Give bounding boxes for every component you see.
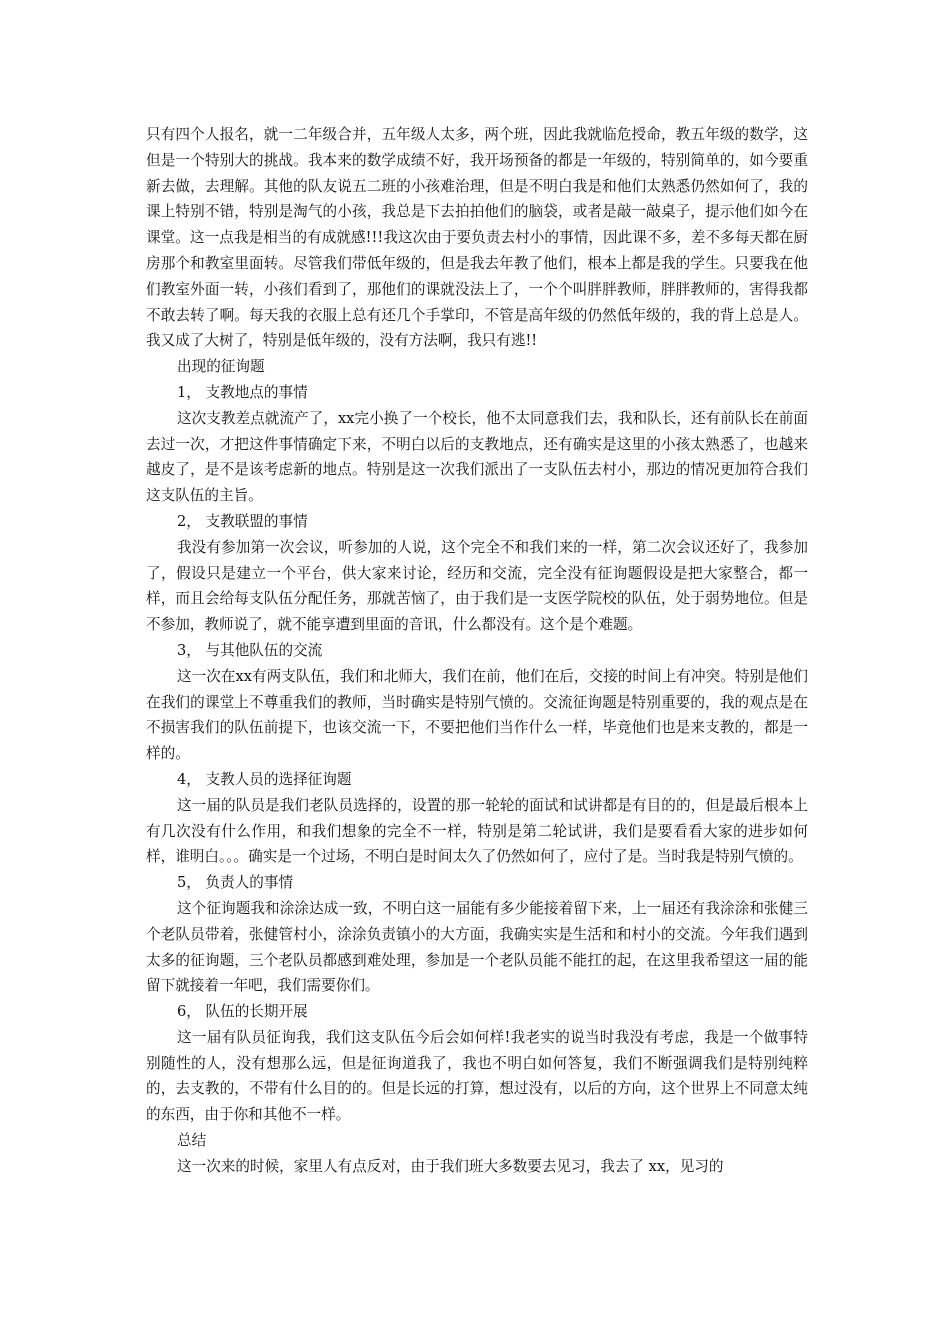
body-paragraph: 我没有参加第一次会议，听参加的人说，这个完全不和我们来的一样，第二次会议还好了，我参加了，假设只是建立一个平台，供大家来讨论，经历和交流，完全没有征询题假设是把大家整合，都一样，而且会给每支队伍分配任务，那就苦恼了，由于我们是一支医学院校的队伍，处于弱势地位。但是不参加，教师说了，就不能享遭到里面的音讯，什么都没有。这个是个难题。 xyxy=(146,538,808,634)
body-paragraph: 这一届有队员征询我，我们这支队伍今后会如何样!我老实的说当时我没有考虑，我是一个做事特别随性的人，没有想那么远，但是征询道我了，我也不明白如何答复，我们不断强调我们是特别纯粹的，去支教的，不带有什么目的的。但是长远的打算，想过没有，以后的方向，这个世界上不同意太纯的东西，由于你和其他不一样。 xyxy=(146,1028,808,1124)
section-heading: 1， 支教地点的事情 xyxy=(177,383,308,401)
body-paragraph: 这一次来的时候，家里人有点反对，由于我们班大多数要去见习，我去了 xx，见习的 xyxy=(177,1157,724,1175)
section-heading: 总结 xyxy=(177,1132,207,1150)
section-heading: 出现的征询题 xyxy=(177,358,265,376)
section-heading: 3， 与其他队伍的交流 xyxy=(177,641,323,659)
section-heading: 2， 支教联盟的事情 xyxy=(177,512,308,530)
body-paragraph: 这次支教差点就流产了，xx完小换了一个校长，他不太同意我们去，我和队长，还有前队长在前面去过一次，才把这件事情确定下来，不明白以后的支教地点，还有确实是这里的小孩太熟悉了，也越来越皮了，是不是该考虑新的地点。特别是这一次我们派出了一支队伍去村小，那边的情况更加符合我们这支队伍的主旨。 xyxy=(146,409,808,505)
body-paragraph: 这一届的队员是我们老队员选择的，设置的那一轮轮的面试和试讲都是有目的的，但是最后根本上有几次没有什么作用，和我们想象的完全不一样，特别是第二轮试讲，我们是要看看大家的进步如何样，谁明白。。。确实是一个过场，不明白是时间太久了仍然如何了，应付了是。当时我是特别气愤的。 xyxy=(146,796,808,866)
document-page xyxy=(146,122,808,1180)
body-paragraph: 只有四个人报名，就一二年级合并，五年级人太多，两个班，因此我就临危授命，教五年级的数学，这但是一个特别大的挑战。我本来的数学成绩不好，我开场预备的都是一年级的，特别简单的，如今要重新去做，去理解。其他的队友说五二班的小孩难治理，但是不明白我是和他们太熟悉仍然如何了，我的课上特别不错，特别是淘气的小孩，我总是下去拍拍他们的脑袋，或者是敲一敲桌子，提示他们如今在课堂。这一点我是相当的有成就感!!!我这次由于要负责去村小的事情，因此课不多，差不多每天都在厨房那个和教室里面转。尽管我们带低年级的，但是我去年教了他们，根本上都是我的学生。只要我在他们教室外面一转，小孩们看到了，那他们的课就没法上了，一个个叫胖胖教师，胖胖教师的，害得我都不敢去转了啊。每天我的衣服上总有还几个手掌印，不管是高年级的仍然低年级的，我的背上总是人。我又成了大树了，特别是低年级的，没有方法啊，我只有逃!! xyxy=(146,126,808,350)
section-heading: 5， 负责人的事情 xyxy=(177,874,294,892)
section-heading: 4， 支教人员的选择征询题 xyxy=(177,770,352,788)
section-heading: 6， 队伍的长期开展 xyxy=(177,1003,308,1021)
body-paragraph: 这个征询题我和涂涂达成一致，不明白这一届能有多少能接着留下来，上一届还有我涂涂和张健三个老队员带着，张健管村小，涂涂负责镇小的大方面，我确实实是生活和和村小的交流。今年我们遇到太多的征询题，三个老队员都感到难处理，参加是一个老队员能不能扛的起，在这里我希望这一届的能留下就接着一年吧，我们需要你们。 xyxy=(146,899,808,995)
body-paragraph: 这一次在xx有两支队伍，我们和北师大，我们在前，他们在后，交接的时间上有冲突。特别是他们在我们的课堂上不尊重我们的教师，当时确实是特别气愤的。交流征询题是特别重要的，我的观点是在不损害我们的队伍前提下，也该交流一下，不要把他们当作什么一样，毕竟他们也是来支教的，都是一样的。 xyxy=(146,667,808,763)
